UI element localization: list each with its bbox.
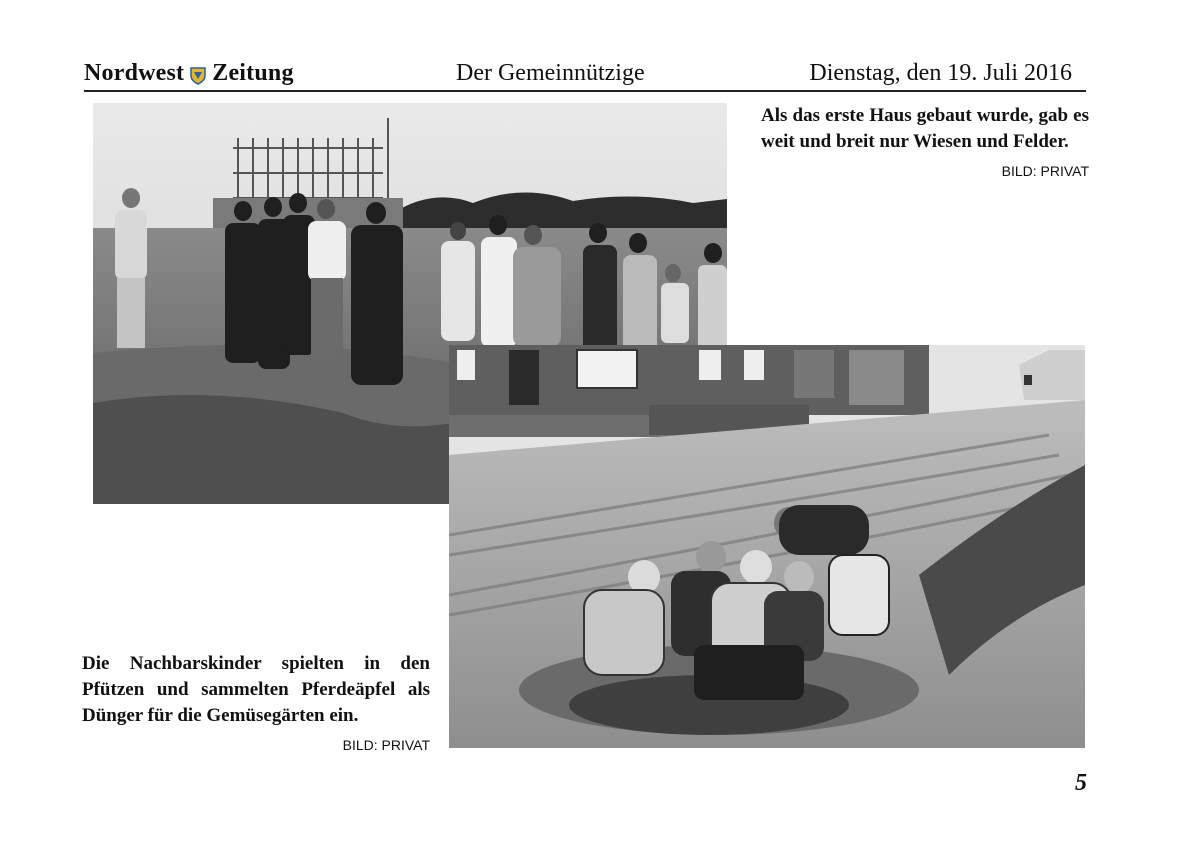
caption-bottom-credit: BILD: PRIVAT — [342, 737, 430, 753]
caption-top — [761, 103, 1089, 184]
caption-bottom-text: Die Nachbarskinder spielten in den Pfützen und sammelten Pferdeäpfel als Dünger für die Gemüsegärten ein. — [82, 653, 430, 726]
brand-name-left: Nordwest — [84, 60, 185, 86]
masthead — [84, 58, 1086, 92]
brand-name-right: Zeitung — [212, 60, 294, 86]
caption-top-credit: BILD: PRIVAT — [1001, 163, 1089, 179]
newspaper-brand — [84, 60, 294, 87]
issue-date: Dienstag, den 19. Juli 2016 — [809, 60, 1072, 86]
coat-of-arms-icon — [190, 65, 206, 83]
caption-bottom — [82, 651, 430, 758]
caption-top-text: Als das erste Haus gebaut wurde, gab es weit und breit nur Wiesen und Felder. — [761, 105, 1089, 152]
photo-children-puddles — [449, 345, 1085, 748]
issue-title: Der Gemeinnützige — [456, 60, 645, 86]
page-number: 5 — [1075, 770, 1087, 796]
